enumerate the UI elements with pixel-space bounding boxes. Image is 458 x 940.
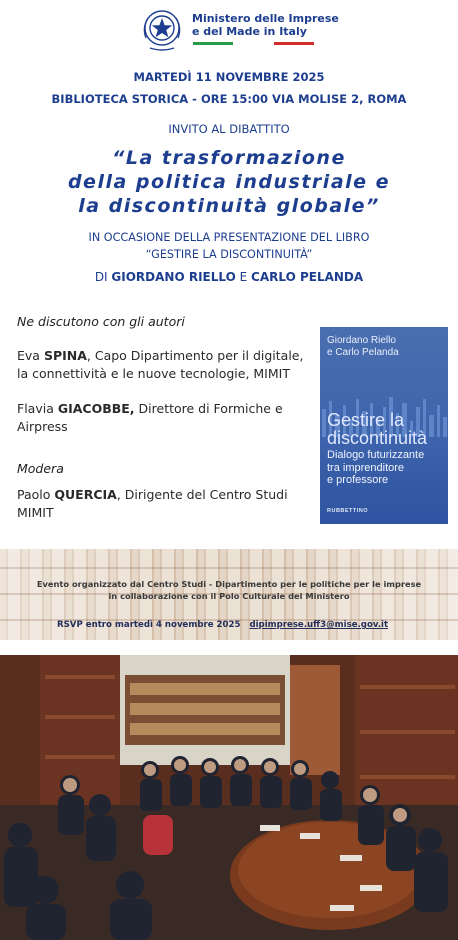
event-title <box>0 146 458 218</box>
author-riello: GIORDANO RIELLO <box>111 270 236 284</box>
book-subtitle-line3: e professore <box>327 474 389 486</box>
speaker-spina-role-cont: la connettività e le nuove tecnologie, MIMIT <box>17 366 290 381</box>
moderator-label: Modera <box>17 461 64 476</box>
book-author-line1: Giordano Riello <box>327 335 396 346</box>
organizer-line1: Evento organizzato dal Centro Studi - Dipartimento per le politiche per le imprese <box>36 579 422 589</box>
moderator-role: , Dirigente del Centro Studi <box>116 487 288 502</box>
invite-label: INVITO AL DIBATTITO <box>168 122 290 136</box>
discussion-heading: Ne discutono con gli autori <box>17 314 185 329</box>
moderator-role-cont: MIMIT <box>17 505 54 520</box>
speaker-spina-last: SPINA <box>43 348 87 363</box>
ministry-name-line1: Ministero delle Imprese <box>192 12 339 25</box>
authors-prefix: DI <box>94 270 112 284</box>
event-venue: BIBLIOTECA STORICA - ORE 15:00 VIA MOLISE 2, ROMA <box>51 92 407 106</box>
event-date: MARTEDÌ 11 NOVEMBRE 2025 <box>133 70 325 84</box>
organizer-note <box>0 578 458 602</box>
meeting-photo <box>0 655 458 940</box>
book-cover-title <box>327 411 427 447</box>
book-subtitle-line1: Dialogo futurizzante <box>327 449 425 461</box>
moderator-last: QUERCIA <box>54 487 117 502</box>
ministry-name-line2: e del Made in Italy <box>192 25 307 38</box>
book-cover <box>320 327 448 524</box>
moderator-first: Paolo <box>17 487 55 502</box>
republic-emblem-icon <box>140 4 184 54</box>
speaker-spina <box>17 347 303 383</box>
book-subtitle-line2: tra imprenditore <box>327 461 405 474</box>
organizer-line2: in collaborazione con il Polo Culturale del Ministero <box>108 591 350 601</box>
authors-conjunction: E <box>235 270 252 284</box>
book-publisher: RUBBETTINO <box>327 508 369 514</box>
speaker-giacobbe-first: Flavia <box>17 401 58 416</box>
event-title-line1: “La trasformazione <box>112 147 346 169</box>
occasion-line2: “GESTIRE LA DISCONTINUITÀ” <box>145 248 313 261</box>
book-title-line1: Gestire la <box>327 410 405 430</box>
speaker-spina-first: Eva <box>17 348 44 363</box>
speaker-giacobbe <box>17 400 283 436</box>
rsvp-email-link[interactable]: dipimprese.uff3@mise.gov.it <box>249 620 389 630</box>
book-cover-authors <box>327 335 399 359</box>
rsvp-line <box>57 620 388 630</box>
book-title-line2: discontinuità <box>327 428 428 448</box>
occasion-line1: IN OCCASIONE DELLA PRESENTAZIONE DEL LIBRO <box>88 231 370 244</box>
event-title-line3: la discontinuità globale” <box>78 195 380 217</box>
speaker-spina-role: , Capo Dipartimento per il digitale, <box>86 348 304 363</box>
italian-flag-bar <box>193 42 314 45</box>
speaker-giacobbe-role: Direttore di Formiche e <box>134 401 283 416</box>
speaker-giacobbe-role-cont: Airpress <box>17 419 68 434</box>
book-cover-subtitle <box>327 449 424 487</box>
speaker-giacobbe-last: GIACOBBE, <box>57 401 135 416</box>
book-authors <box>0 270 458 284</box>
ministry-name <box>192 12 339 38</box>
book-author-line2: e Carlo Pelanda <box>327 347 399 358</box>
rsvp-text: RSVP entro martedì 4 novembre 2025 <box>57 620 241 630</box>
moderator-quercia <box>17 486 288 522</box>
author-pelanda: CARLO PELANDA <box>251 270 364 284</box>
event-title-line2: della politica industriale e <box>67 171 391 193</box>
book-presentation-note <box>0 229 458 263</box>
